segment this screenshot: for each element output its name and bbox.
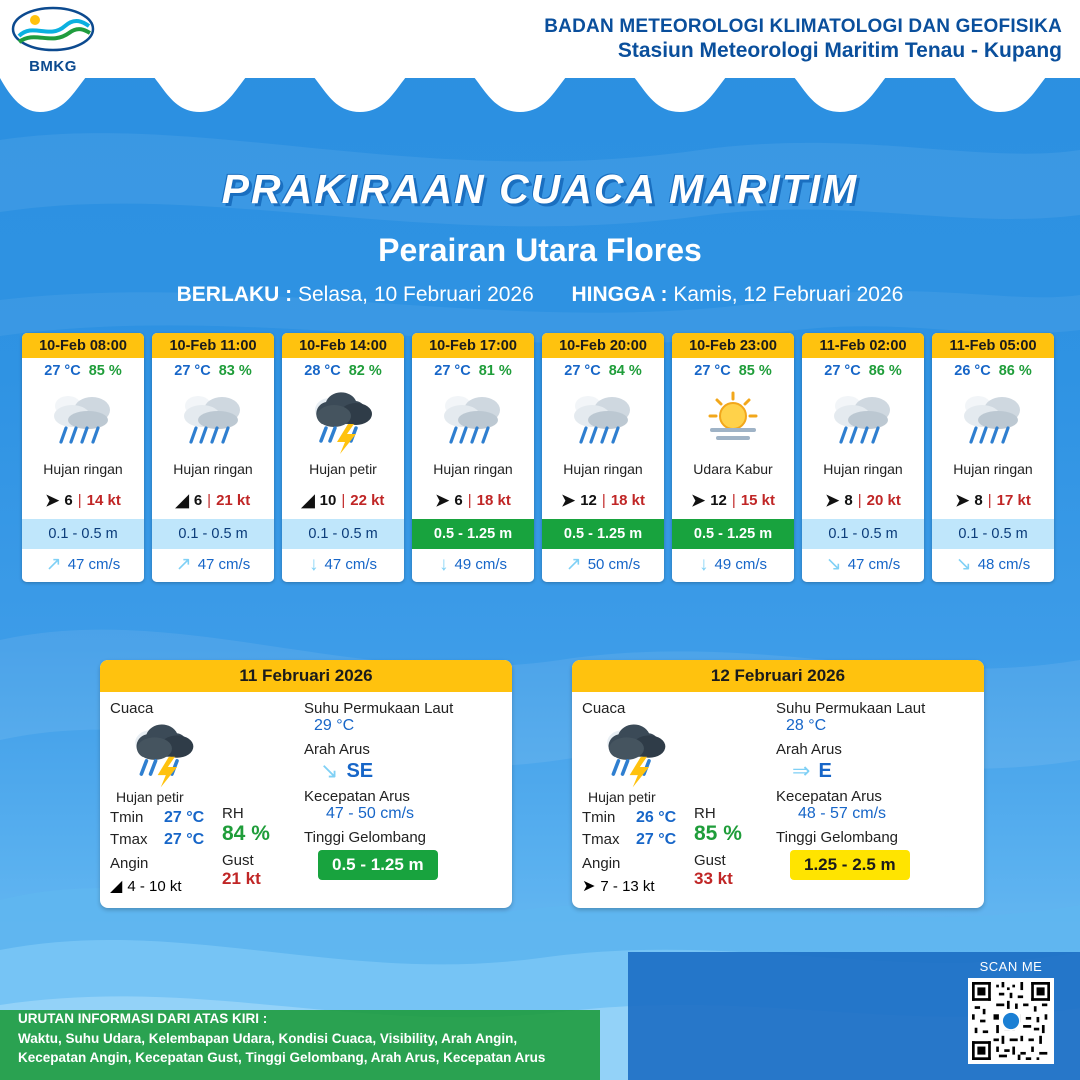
hourly-card: 10-Feb 14:00 28 °C 82 % Hujan petir ◢ 10 | 22 kt 0.1 - 0.5 m ↓ 47 cm/s xyxy=(282,333,404,582)
card-wave-height: 0.1 - 0.5 m xyxy=(802,519,924,549)
card-time: 10-Feb 11:00 xyxy=(152,333,274,358)
light-rain-icon xyxy=(564,386,642,454)
tmin-label: Tmin xyxy=(582,809,616,826)
card-wind-speed: 18 kt xyxy=(610,492,646,509)
card-current-speed: 50 cm/s xyxy=(587,556,641,573)
sst-value: 29 °C xyxy=(314,717,355,734)
card-condition: Hujan ringan xyxy=(953,461,1033,477)
daily-wind-value: 7 - 13 kt xyxy=(600,877,655,895)
card-weather-icon xyxy=(22,381,144,459)
daily-panel xyxy=(572,660,984,908)
current-direction-arrow-icon: ↗ xyxy=(565,554,582,575)
card-current-speed: 47 cm/s xyxy=(67,556,121,573)
card-wind-speed: 15 kt xyxy=(740,492,776,509)
card-temperature: 26 °C xyxy=(954,363,991,379)
thunderstorm-icon xyxy=(124,718,204,787)
card-wave-height: 0.5 - 1.25 m xyxy=(542,519,664,549)
thunderstorm-icon xyxy=(304,386,382,454)
card-weather-icon xyxy=(412,381,534,459)
card-weather-icon xyxy=(802,381,924,459)
header xyxy=(0,0,1080,78)
card-weather-icon xyxy=(932,381,1054,459)
arah-arus-value: SE xyxy=(346,759,374,782)
current-direction-arrow-icon: ↗ xyxy=(175,554,192,575)
tinggi-gelombang-label: Tinggi Gelombang xyxy=(776,829,899,846)
daily-wind-arrow-icon: ◢ xyxy=(110,878,123,895)
until-label: HINGGA : xyxy=(571,283,668,306)
current-direction-arrow-icon: ↓ xyxy=(698,554,709,575)
qr-code-image xyxy=(972,982,1050,1060)
page-title: PRAKIRAAN CUACA MARITIM xyxy=(221,166,859,212)
card-visibility: 12 xyxy=(580,492,597,509)
light-rain-icon xyxy=(434,386,512,454)
card-current-speed: 49 cm/s xyxy=(714,556,767,573)
card-temperature: 27 °C xyxy=(564,363,601,379)
valid-label: BERLAKU : xyxy=(176,283,293,306)
card-humidity: 83 % xyxy=(218,363,252,379)
card-visibility: 10 xyxy=(319,492,337,509)
light-rain-icon xyxy=(44,386,122,454)
validity-row xyxy=(0,283,1080,307)
legend-note xyxy=(18,1009,545,1068)
gust-label: Gust xyxy=(694,852,726,869)
card-time: 10-Feb 20:00 xyxy=(542,333,664,358)
card-wind-speed: 17 kt xyxy=(996,492,1031,509)
card-humidity: 84 % xyxy=(608,363,642,379)
card-time: 11-Feb 02:00 xyxy=(802,333,924,358)
card-visibility: 8 xyxy=(844,492,853,509)
daily-current-arrow-icon: ↘ xyxy=(320,758,339,783)
valid-value: Selasa, 10 Februari 2026 xyxy=(297,283,534,306)
card-weather-icon xyxy=(282,381,404,459)
card-visibility: 6 xyxy=(64,492,73,509)
tmax-value: 27 °C xyxy=(164,831,205,848)
bmkg-logo-text: BMKG xyxy=(29,58,77,75)
card-temperature: 27 °C xyxy=(694,363,731,379)
sst-label: Suhu Permukaan Laut xyxy=(776,700,926,717)
card-visibility: 6 xyxy=(193,492,203,509)
wind-direction-arrow-icon: ◢ xyxy=(175,491,189,510)
card-condition: Udara Kabur xyxy=(693,461,773,477)
card-wind-speed: 14 kt xyxy=(86,492,121,509)
qr-code[interactable] xyxy=(968,978,1054,1064)
kecepatan-arus-value: 48 - 57 cm/s xyxy=(798,805,887,822)
kecepatan-arus-label: Kecepatan Arus xyxy=(776,788,882,805)
card-weather-icon xyxy=(152,381,274,459)
legend-line-2: Waktu, Suhu Udara, Kelembapan Udara, Kondisi Cuaca, Visibility, Arah Angin, xyxy=(18,1030,518,1046)
kecepatan-arus-label: Kecepatan Arus xyxy=(304,788,410,805)
card-current-speed: 47 cm/s xyxy=(324,556,377,573)
card-temperature: 28 °C xyxy=(304,363,341,379)
daily-forecast-list xyxy=(100,660,984,908)
tmin-value: 27 °C xyxy=(164,809,205,826)
hourly-card: 11-Feb 02:00 27 °C 86 % Hujan ringan ➤ 8 | 20 kt 0.1 - 0.5 m ↘ 47 cm/s xyxy=(802,333,924,582)
card-current-speed: 47 cm/s xyxy=(847,556,901,573)
bmkg-logo xyxy=(10,6,96,75)
current-direction-arrow-icon: ↗ xyxy=(45,554,62,575)
rh-value: 85 % xyxy=(694,822,742,845)
hourly-card: 10-Feb 23:00 27 °C 85 % Udara Kabur ➤ 12 | 15 kt 0.5 - 1.25 m ↓ 49 cm/s xyxy=(672,333,794,582)
card-humidity: 82 % xyxy=(348,363,382,379)
card-humidity: 81 % xyxy=(478,363,512,379)
card-weather-icon xyxy=(672,381,794,459)
card-condition: Hujan ringan xyxy=(823,461,903,477)
wind-direction-arrow-icon: ➤ xyxy=(560,491,576,510)
until-value: Kamis, 12 Februari 2026 xyxy=(673,283,904,306)
card-humidity: 86 % xyxy=(868,363,902,379)
card-visibility: 6 xyxy=(454,492,463,509)
gust-label: Gust xyxy=(222,852,254,869)
daily-weather-icon xyxy=(582,717,772,789)
angin-label: Angin xyxy=(110,855,149,872)
tmin-label: Tmin xyxy=(110,809,144,826)
card-wind-speed: 21 kt xyxy=(216,492,251,509)
agency-name: BADAN METEOROLOGI KLIMATOLOGI DAN GEOFISIKA xyxy=(544,15,1062,37)
card-condition: Hujan ringan xyxy=(173,461,253,477)
angin-label: Angin xyxy=(582,855,621,872)
card-time: 10-Feb 08:00 xyxy=(22,333,144,358)
tmax-label: Tmax xyxy=(110,831,148,848)
legend-line-1: URUTAN INFORMASI DARI ATAS KIRI : xyxy=(18,1011,268,1027)
wind-direction-arrow-icon: ◢ xyxy=(301,491,315,510)
daily-date: 11 Februari 2026 xyxy=(100,660,512,692)
card-wave-height: 0.1 - 0.5 m xyxy=(282,519,404,549)
gust-value: 21 kt xyxy=(222,869,261,888)
daily-panel xyxy=(100,660,512,908)
scan-label: SCAN ME xyxy=(979,959,1043,974)
card-humidity: 85 % xyxy=(88,363,122,379)
hourly-card: 10-Feb 20:00 27 °C 84 % Hujan ringan ➤ 12 | 18 kt 0.5 - 1.25 m ↗ 50 cm/s xyxy=(542,333,664,582)
arah-arus-value: E xyxy=(818,759,832,782)
legend-line-3: Kecepatan Angin, Kecepatan Gust, Tinggi Gelombang, Arah Arus, Kecepatan Arus xyxy=(18,1050,546,1066)
card-wind-speed: 22 kt xyxy=(350,492,385,509)
current-direction-arrow-icon: ↘ xyxy=(955,554,972,575)
station-name: Stasiun Meteorologi Maritim Tenau - Kupang xyxy=(617,38,1062,62)
card-condition: Hujan petir xyxy=(309,461,377,477)
daily-condition: Hujan petir xyxy=(116,789,184,805)
sst-label: Suhu Permukaan Laut xyxy=(304,700,454,717)
card-wave-height: 0.1 - 0.5 m xyxy=(152,519,274,549)
card-wind-speed: 18 kt xyxy=(476,492,511,509)
wind-direction-arrow-icon: ➤ xyxy=(45,491,60,510)
card-temperature: 27 °C xyxy=(44,363,81,379)
light-rain-icon xyxy=(954,386,1032,454)
card-condition: Hujan ringan xyxy=(43,461,123,477)
card-visibility: 12 xyxy=(710,492,727,509)
card-wave-height: 0.5 - 1.25 m xyxy=(672,519,794,549)
wind-direction-arrow-icon: ➤ xyxy=(435,491,450,510)
tinggi-gelombang-label: Tinggi Gelombang xyxy=(304,829,427,846)
daily-current-arrow-icon: ⇒ xyxy=(792,758,811,783)
daily-cuaca-label: Cuaca xyxy=(110,700,154,717)
hourly-card: 10-Feb 08:00 27 °C 85 % Hujan ringan ➤ 6 | 14 kt 0.1 - 0.5 m ↗ 47 cm/s xyxy=(22,333,144,582)
daily-cuaca-label: Cuaca xyxy=(582,700,626,717)
card-weather-icon xyxy=(542,381,664,459)
card-temperature: 27 °C xyxy=(824,363,861,379)
card-current-speed: 49 cm/s xyxy=(454,556,507,573)
card-humidity: 85 % xyxy=(738,363,772,379)
card-condition: Hujan ringan xyxy=(433,461,513,477)
current-direction-arrow-icon: ↘ xyxy=(825,554,842,575)
daily-condition: Hujan petir xyxy=(588,789,656,805)
card-temperature: 27 °C xyxy=(434,363,471,379)
rh-label: RH xyxy=(222,805,244,822)
gust-value: 33 kt xyxy=(694,869,733,888)
daily-wind-arrow-icon: ➤ xyxy=(582,878,596,895)
card-wave-height: 0.1 - 0.5 m xyxy=(932,519,1054,549)
card-time: 11-Feb 05:00 xyxy=(932,333,1054,358)
arah-arus-label: Arah Arus xyxy=(304,741,370,758)
hourly-card: 10-Feb 17:00 27 °C 81 % Hujan ringan ➤ 6 | 18 kt 0.5 - 1.25 m ↓ 49 cm/s xyxy=(412,333,534,582)
card-time: 10-Feb 23:00 xyxy=(672,333,794,358)
card-current-speed: 47 cm/s xyxy=(197,556,251,573)
tmax-value: 27 °C xyxy=(636,831,677,848)
page-subtitle: Perairan Utara Flores xyxy=(378,232,702,268)
card-visibility: 8 xyxy=(974,492,983,509)
tinggi-gelombang-value: 1.25 - 2.5 m xyxy=(790,850,910,880)
card-humidity: 86 % xyxy=(998,363,1032,379)
hourly-card: 11-Feb 05:00 26 °C 86 % Hujan ringan ➤ 8 | 17 kt 0.1 - 0.5 m ↘ 48 cm/s xyxy=(932,333,1054,582)
sst-value: 28 °C xyxy=(786,717,827,734)
card-wave-height: 0.5 - 1.25 m xyxy=(412,519,534,549)
tinggi-gelombang-value: 0.5 - 1.25 m xyxy=(318,850,438,880)
hourly-forecast-list xyxy=(22,333,1058,582)
daily-wind-value: 4 - 10 kt xyxy=(127,877,182,895)
card-condition: Hujan ringan xyxy=(563,461,643,477)
arah-arus-label: Arah Arus xyxy=(776,741,842,758)
thunderstorm-icon xyxy=(596,718,676,787)
card-time: 10-Feb 14:00 xyxy=(282,333,404,358)
wind-direction-arrow-icon: ➤ xyxy=(690,491,706,510)
rh-label: RH xyxy=(694,805,716,822)
light-rain-icon xyxy=(824,386,902,454)
bmkg-logo-mark xyxy=(11,6,95,52)
card-current-speed: 48 cm/s xyxy=(977,556,1031,573)
tmin-value: 26 °C xyxy=(636,809,677,826)
card-time: 10-Feb 17:00 xyxy=(412,333,534,358)
wind-direction-arrow-icon: ➤ xyxy=(955,491,970,510)
wind-direction-arrow-icon: ➤ xyxy=(825,491,840,510)
daily-weather-icon xyxy=(110,717,300,789)
card-temperature: 27 °C xyxy=(174,363,211,379)
light-rain-icon xyxy=(174,386,252,454)
rh-value: 84 % xyxy=(222,822,270,845)
card-wave-height: 0.1 - 0.5 m xyxy=(22,519,144,549)
haze-icon xyxy=(694,386,772,454)
current-direction-arrow-icon: ↓ xyxy=(308,554,319,575)
daily-date: 12 Februari 2026 xyxy=(572,660,984,692)
kecepatan-arus-value: 47 - 50 cm/s xyxy=(326,805,415,822)
hourly-card: 10-Feb 11:00 27 °C 83 % Hujan ringan ◢ 6 | 21 kt 0.1 - 0.5 m ↗ 47 cm/s xyxy=(152,333,274,582)
tmax-label: Tmax xyxy=(582,831,620,848)
scan-block xyxy=(968,959,1054,1064)
card-wind-speed: 20 kt xyxy=(866,492,901,509)
current-direction-arrow-icon: ↓ xyxy=(438,554,449,575)
